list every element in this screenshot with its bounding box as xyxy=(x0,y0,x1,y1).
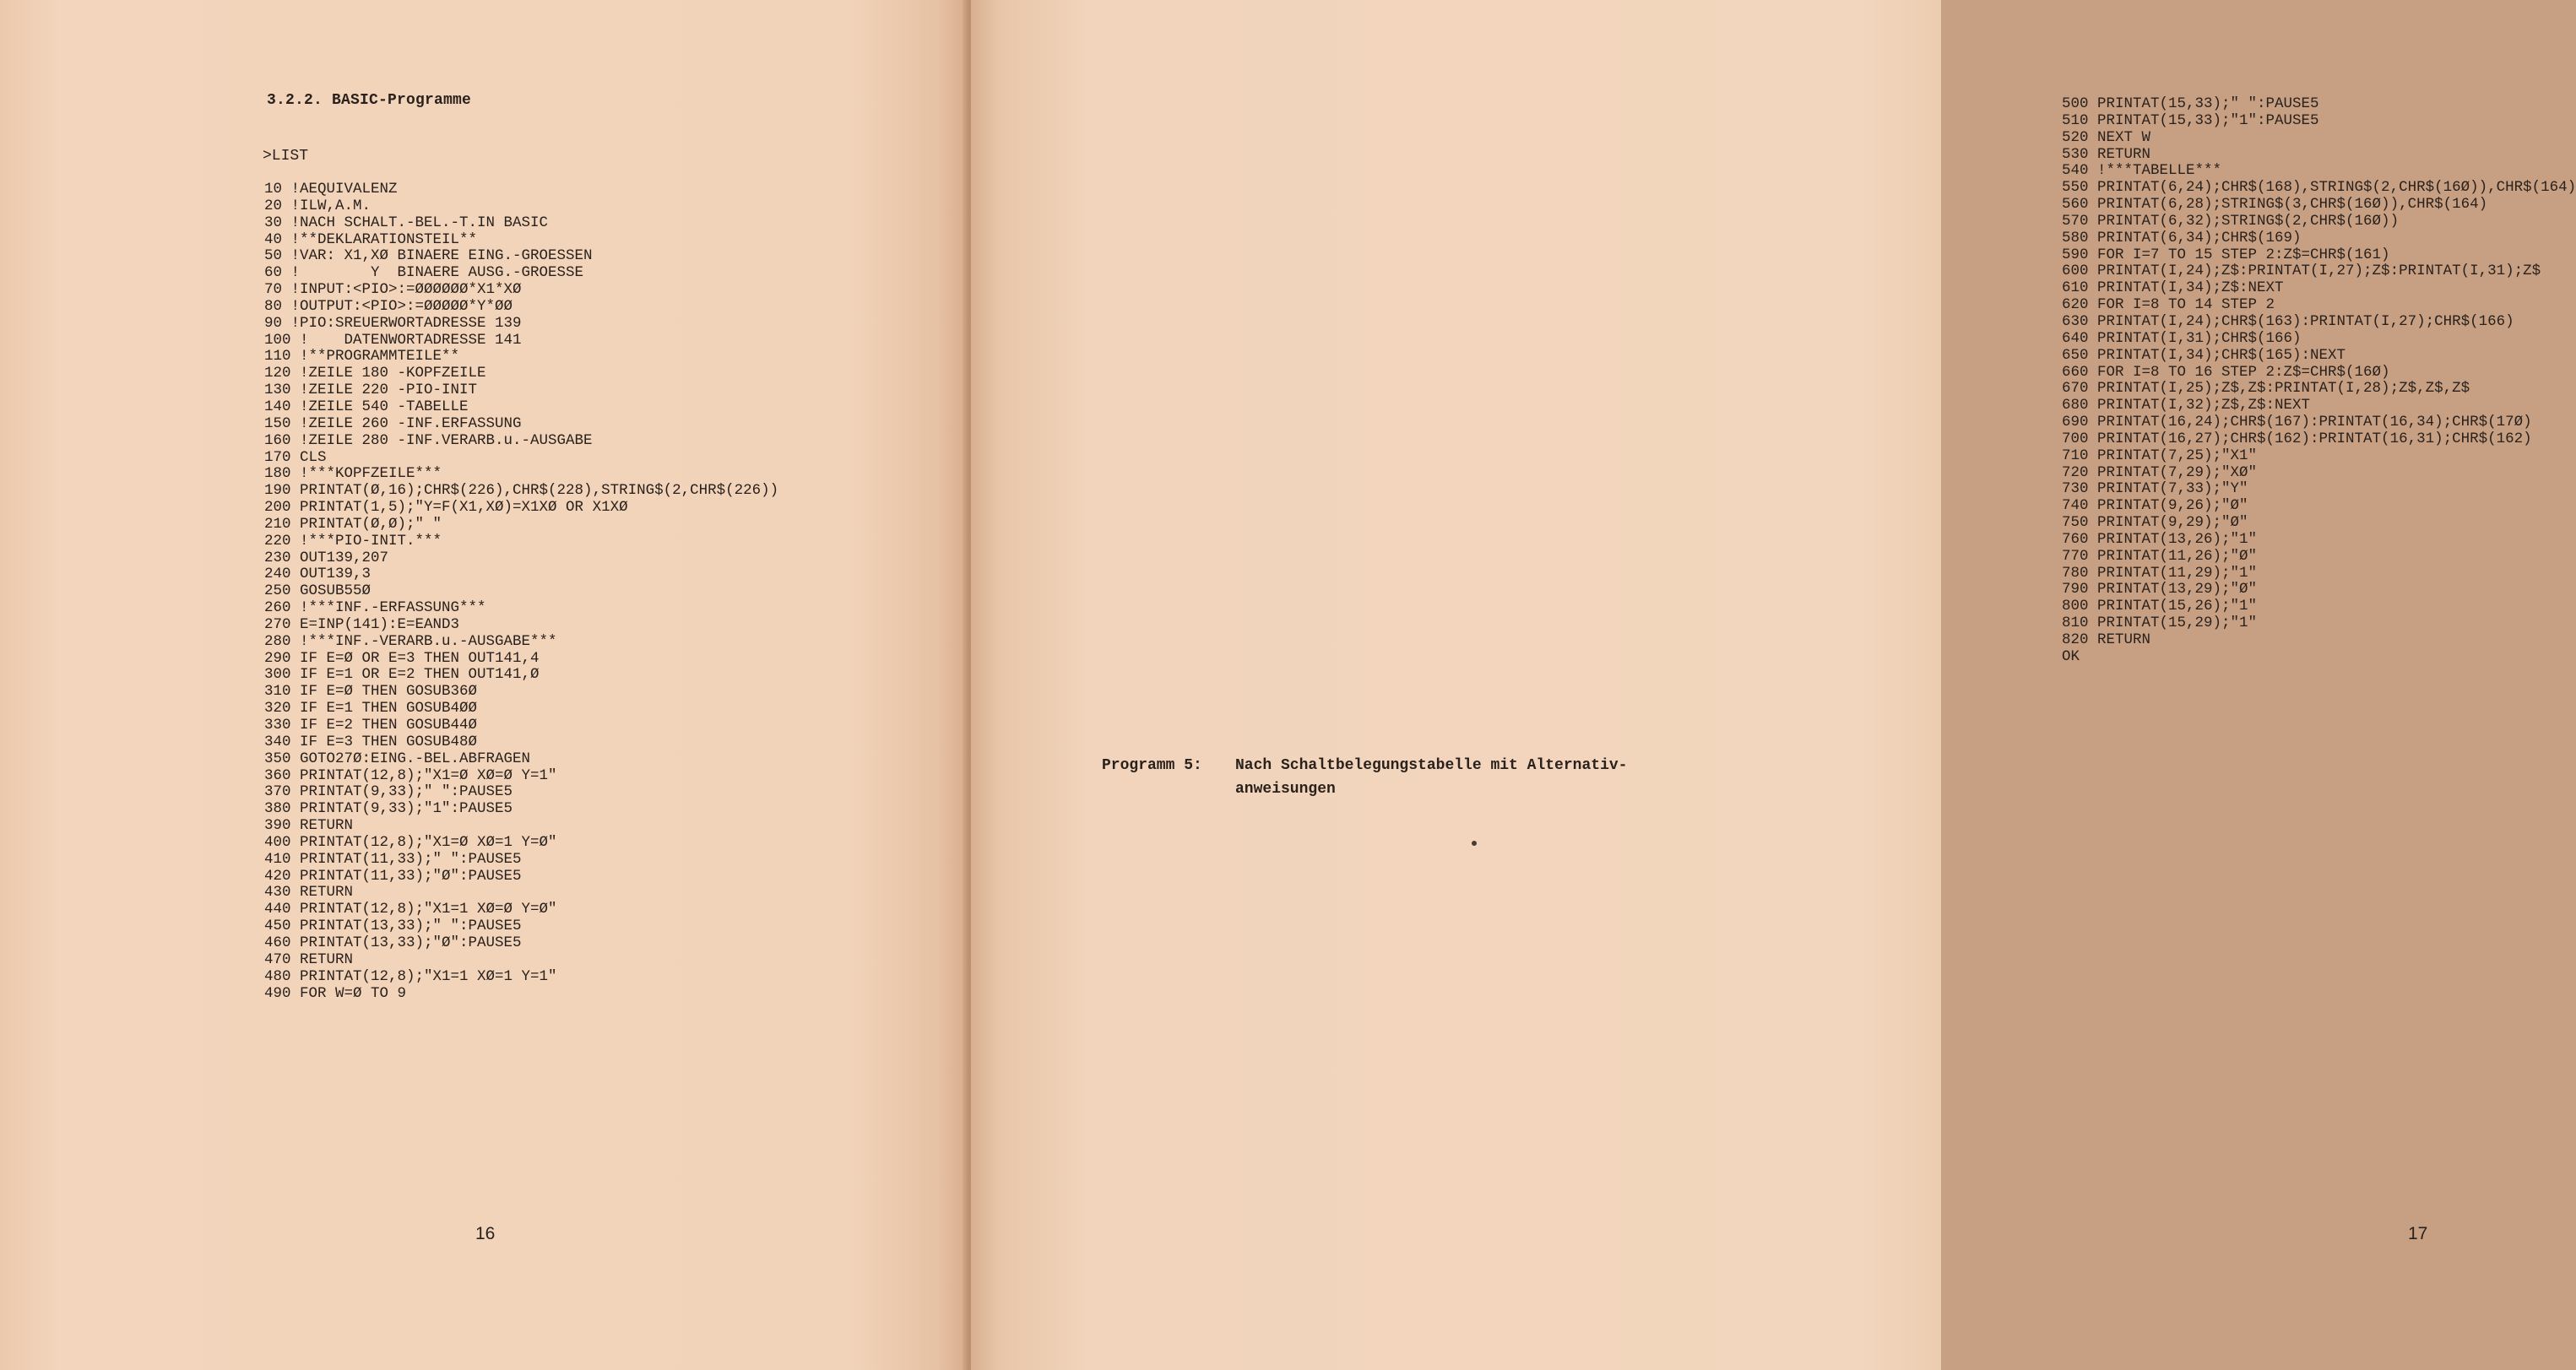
caption-text-line1: Nach Schaltbelegungstabelle mit Alternativ- xyxy=(1235,757,1628,774)
code-line: 160 !ZEILE 280 -INF.VERARB.u.-AUSGABE xyxy=(264,431,593,449)
code-line: 10 !AEQUIVALENZ xyxy=(264,181,398,198)
code-line: 40 !**DEKLARATIONSTEIL** xyxy=(264,230,478,248)
code-line: 140 !ZEILE 540 -TABELLE xyxy=(264,398,469,415)
code-line: 410 PRINTAT(11,33);" ":PAUSE5 xyxy=(264,850,522,868)
code-line: 520 NEXT W xyxy=(2062,128,2151,146)
code-line: 820 RETURN xyxy=(2062,631,2151,648)
code-line: 680 PRINTAT(I,32);Z$,Z$:NEXT xyxy=(2062,397,2311,414)
code-line: 370 PRINTAT(9,33);" ":PAUSE5 xyxy=(264,783,513,801)
code-line: 350 GOTO27Ø:EING.-BEL.ABFRAGEN xyxy=(264,750,531,767)
code-line: OK xyxy=(2062,647,2080,665)
code-line: 790 PRINTAT(13,29);"Ø" xyxy=(2062,581,2258,598)
code-line: 230 OUT139,207 xyxy=(264,549,389,566)
code-line: 380 PRINTAT(9,33);"1":PAUSE5 xyxy=(264,800,513,818)
code-line: 620 FOR I=8 TO 14 STEP 2 xyxy=(2062,296,2275,314)
code-line: 290 IF E=Ø OR E=3 THEN OUT141,4 xyxy=(264,649,540,667)
code-line: 490 FOR W=Ø TO 9 xyxy=(264,984,407,1002)
code-line: 110 !**PROGRAMMTEILE** xyxy=(264,348,460,366)
code-line: 250 GOSUB55Ø xyxy=(264,582,371,600)
code-line: 430 RETURN xyxy=(264,884,354,902)
code-line: 90 !PIO:SREUERWORTADRESSE 139 xyxy=(264,314,522,332)
code-line: 30 !NACH SCHALT.-BEL.-T.IN BASIC xyxy=(264,214,549,231)
code-line: 340 IF E=3 THEN GOSUB48Ø xyxy=(264,733,478,750)
code-line: 270 E=INP(141):E=EAND3 xyxy=(264,615,460,633)
code-line: 240 OUT139,3 xyxy=(264,566,371,583)
code-line: 450 PRINTAT(13,33);" ":PAUSE5 xyxy=(264,918,522,935)
code-line: 770 PRINTAT(11,26);"Ø" xyxy=(2062,547,2258,565)
code-line: 600 PRINTAT(I,24);Z$:PRINTAT(I,27);Z$:PRINTAT(I,31);Z$ xyxy=(2062,263,2541,280)
code-line: 460 PRINTAT(13,33);"Ø":PAUSE5 xyxy=(264,934,522,951)
code-line: 630 PRINTAT(I,24);CHR$(163):PRINTAT(I,27);CHR$(166) xyxy=(2062,312,2514,330)
basic-listing-left xyxy=(264,181,778,1002)
code-line: 720 PRINTAT(7,29);"XØ" xyxy=(2062,463,2258,481)
code-line: 280 !***INF.-VERARB.u.-AUSGABE*** xyxy=(264,632,557,650)
code-line: 550 PRINTAT(6,24);CHR$(168),STRING$(2,CHR$(16Ø)),CHR$(164) xyxy=(2062,179,2576,197)
code-line: 780 PRINTAT(11,29);"1" xyxy=(2062,564,2258,582)
page-number-left: 16 xyxy=(475,1224,496,1243)
section-title: 3.2.2. BASIC-Programme xyxy=(267,92,472,109)
code-line: 440 PRINTAT(12,8);"X1=1 XØ=Ø Y=Ø" xyxy=(264,901,557,918)
code-line: 640 PRINTAT(I,31);CHR$(166) xyxy=(2062,329,2302,347)
caption-label: Programm 5: xyxy=(1102,757,1202,774)
code-line: 210 PRINTAT(Ø,Ø);" " xyxy=(264,515,442,533)
basic-listing-right xyxy=(2062,96,2576,666)
code-line: 590 FOR I=7 TO 15 STEP 2:Z$=CHR$(161) xyxy=(2062,246,2390,263)
code-line: 130 !ZEILE 220 -PIO-INIT xyxy=(264,382,478,399)
code-line: 690 PRINTAT(16,24);CHR$(167):PRINTAT(16,34);CHR$(17Ø) xyxy=(2062,414,2532,431)
program-caption xyxy=(1102,754,1627,801)
code-line: 510 PRINTAT(15,33);"1":PAUSE5 xyxy=(2062,111,2319,129)
code-line: 390 RETURN xyxy=(264,817,354,835)
code-line: 60 ! Y BINAERE AUSG.-GROESSE xyxy=(264,264,584,282)
code-line: 400 PRINTAT(12,8);"X1=Ø XØ=1 Y=Ø" xyxy=(264,833,557,851)
code-line: 750 PRINTAT(9,29);"Ø" xyxy=(2062,514,2248,532)
code-line: 650 PRINTAT(I,34);CHR$(165):NEXT xyxy=(2062,346,2346,364)
code-line: 220 !***PIO-INIT.*** xyxy=(264,532,442,550)
code-line: 150 !ZEILE 260 -INF.ERFASSUNG xyxy=(264,414,522,432)
code-line: 120 !ZEILE 180 -KOPFZEILE xyxy=(264,365,486,382)
code-line: 700 PRINTAT(16,27);CHR$(162):PRINTAT(16,31);CHR$(162) xyxy=(2062,430,2532,447)
code-line: 810 PRINTAT(15,29);"1" xyxy=(2062,615,2258,632)
code-line: 800 PRINTAT(15,26);"1" xyxy=(2062,598,2258,615)
code-line: 190 PRINTAT(Ø,16);CHR$(226),CHR$(228),STRING$(2,CHR$(226)) xyxy=(264,482,779,500)
code-line: 760 PRINTAT(13,26);"1" xyxy=(2062,530,2258,548)
code-line: 320 IF E=1 THEN GOSUB4ØØ xyxy=(264,700,478,717)
page-number-right: 17 xyxy=(2408,1224,2428,1243)
code-line: 540 !***TABELLE*** xyxy=(2062,162,2222,180)
left-page xyxy=(0,0,968,1370)
code-line: 100 ! DATENWORTADRESSE 141 xyxy=(264,331,522,349)
code-line: 80 !OUTPUT:<PIO>:=ØØØØØ*Y*ØØ xyxy=(264,297,513,315)
code-line: 500 PRINTAT(15,33);" ":PAUSE5 xyxy=(2062,95,2319,112)
code-line: 480 PRINTAT(12,8);"X1=1 XØ=1 Y=1" xyxy=(264,967,557,985)
code-line: 730 PRINTAT(7,33);"Y" xyxy=(2062,480,2248,498)
code-line: 660 FOR I=8 TO 16 STEP 2:Z$=CHR$(16Ø) xyxy=(2062,363,2390,381)
right-page xyxy=(971,0,2576,1370)
list-command: >LIST xyxy=(263,148,309,165)
code-line: 740 PRINTAT(9,26);"Ø" xyxy=(2062,497,2248,515)
code-line: 560 PRINTAT(6,28);STRING$(3,CHR$(16Ø)),CHR$(164) xyxy=(2062,196,2488,214)
code-line: 260 !***INF.-ERFASSUNG*** xyxy=(264,599,486,617)
code-line: 20 !ILW,A.M. xyxy=(264,197,371,214)
code-line: 420 PRINTAT(11,33);"Ø":PAUSE5 xyxy=(264,867,522,885)
code-line: 50 !VAR: X1,XØ BINAERE EING.-GROESSEN xyxy=(264,247,593,265)
code-line: 710 PRINTAT(7,25);"X1" xyxy=(2062,447,2258,464)
code-line: 310 IF E=Ø THEN GOSUB36Ø xyxy=(264,683,478,701)
code-line: 200 PRINTAT(1,5);"Y=F(X1,XØ)=X1XØ OR X1XØ xyxy=(264,499,628,517)
code-line: 610 PRINTAT(I,34);Z$:NEXT xyxy=(2062,279,2284,297)
code-line: 300 IF E=1 OR E=2 THEN OUT141,Ø xyxy=(264,666,540,684)
code-line: 180 !***KOPFZEILE*** xyxy=(264,465,442,483)
paper-speck xyxy=(1472,841,1477,846)
code-line: 670 PRINTAT(I,25);Z$,Z$:PRINTAT(I,28);Z$,Z$,Z$ xyxy=(2062,380,2470,398)
code-line: 170 CLS xyxy=(264,448,327,466)
code-line: 570 PRINTAT(6,32);STRING$(2,CHR$(16Ø)) xyxy=(2062,212,2400,230)
code-line: 360 PRINTAT(12,8);"X1=Ø XØ=Ø Y=1" xyxy=(264,766,557,784)
caption-text-line2: anweisungen xyxy=(1235,781,1336,798)
code-line: 530 RETURN xyxy=(2062,145,2151,163)
code-line: 70 !INPUT:<PIO>:=ØØØØØØ*X1*XØ xyxy=(264,281,522,299)
code-line: 470 RETURN xyxy=(264,950,354,968)
code-line: 330 IF E=2 THEN GOSUB44Ø xyxy=(264,717,478,734)
code-line: 580 PRINTAT(6,34);CHR$(169) xyxy=(2062,229,2302,246)
